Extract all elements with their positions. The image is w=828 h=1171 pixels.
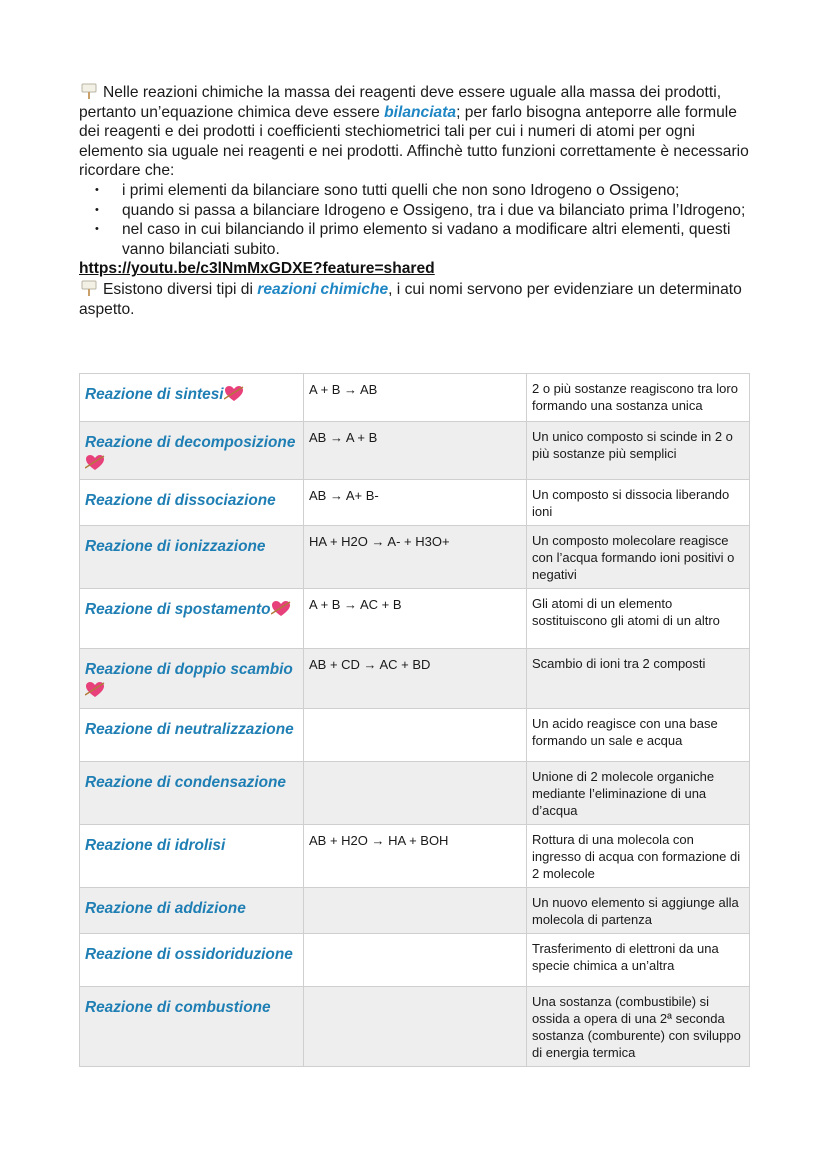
heart-arrow-icon bbox=[85, 454, 105, 471]
bullet: • bbox=[95, 223, 99, 236]
types-text-a: Esistono diversi tipi di bbox=[103, 281, 258, 299]
reaction-name: Reazione di decomposizione bbox=[85, 434, 296, 451]
pushpin-sign-icon bbox=[79, 82, 99, 100]
bullet: • bbox=[95, 203, 99, 216]
reaction-name-cell bbox=[80, 934, 304, 987]
reaction-name-cell bbox=[80, 709, 304, 762]
reaction-name: Reazione di neutralizzazione bbox=[85, 721, 294, 738]
intro-text-b: ; per farlo bisogna anteporre alle formule dei reagenti e dei prodotti i coefficienti stechiometrici tali per cui i numeri di atomi per ogni elemento sia uguale nei reagenti e nei prodotti. Affinchè tutto funzioni correttamente è necessario ricordare che: bbox=[79, 103, 749, 180]
list-item bbox=[79, 220, 751, 259]
reaction-name-cell bbox=[80, 526, 304, 589]
types-text-b: , i cui nomi servono per evidenziare un determinato aspetto. bbox=[79, 281, 742, 318]
table-row bbox=[80, 709, 750, 762]
table-row bbox=[80, 374, 750, 422]
notes-section bbox=[79, 82, 751, 320]
description-cell: Gli atomi di un elemento sostituiscono gli atomi di un altro bbox=[527, 589, 750, 649]
table-row bbox=[80, 934, 750, 987]
reaction-name-cell bbox=[80, 649, 304, 709]
rule-text: i primi elementi da bilanciare sono tutti quelli che non sono Idrogeno o Ossigeno; bbox=[122, 181, 680, 199]
formula-cell: AB + CD → AC + BD bbox=[304, 649, 527, 709]
reaction-name: Reazione di condensazione bbox=[85, 774, 286, 791]
reaction-name-cell bbox=[80, 825, 304, 888]
formula-cell bbox=[304, 709, 527, 762]
reaction-name: Reazione di dissociazione bbox=[85, 492, 276, 509]
reaction-name: Reazione di sintesi bbox=[85, 386, 224, 403]
reaction-name-cell bbox=[80, 589, 304, 649]
reaction-name-cell bbox=[80, 762, 304, 825]
reactions-table bbox=[79, 373, 750, 1067]
reaction-name: Reazione di ossidoriduzione bbox=[85, 946, 293, 963]
reazioni-chimiche-highlight: reazioni chimiche bbox=[257, 281, 389, 299]
table-row bbox=[80, 888, 750, 934]
description-cell: Un nuovo elemento si aggiunge alla molecola di partenza bbox=[527, 888, 750, 934]
reaction-name-cell bbox=[80, 480, 304, 526]
table-row bbox=[80, 589, 750, 649]
reaction-name-cell bbox=[80, 987, 304, 1067]
list-item bbox=[79, 201, 751, 221]
rule-text: nel caso in cui bilanciando il primo elemento si vadano a modificare altri elementi, questi vanno bilanciati subito. bbox=[122, 221, 731, 258]
description-cell: Una sostanza (combustibile) si ossida a opera di una 2ª seconda sostanza (comburente) con sviluppo di energia termica bbox=[527, 987, 750, 1067]
formula-cell bbox=[304, 987, 527, 1067]
heart-arrow-icon bbox=[85, 681, 105, 698]
table-row bbox=[80, 987, 750, 1067]
table-row bbox=[80, 480, 750, 526]
description-cell: Trasferimento di elettroni da una specie chimica a un’altra bbox=[527, 934, 750, 987]
formula-cell: A + B → AC + B bbox=[304, 589, 527, 649]
formula-cell: AB → A+ B- bbox=[304, 480, 527, 526]
description-cell: Unione di 2 molecole organiche mediante l’eliminazione di una d’acqua bbox=[527, 762, 750, 825]
description-cell: Un unico composto si scinde in 2 o più sostanze più semplici bbox=[527, 422, 750, 480]
reaction-name: Reazione di addizione bbox=[85, 900, 246, 917]
reaction-name-cell bbox=[80, 374, 304, 422]
table-row bbox=[80, 526, 750, 589]
pushpin-sign-icon bbox=[79, 279, 99, 297]
description-cell: Un acido reagisce con una base formando un sale e acqua bbox=[527, 709, 750, 762]
description-cell: Scambio di ioni tra 2 composti bbox=[527, 649, 750, 709]
reaction-name: Reazione di ionizzazione bbox=[85, 538, 266, 555]
reaction-name-cell bbox=[80, 422, 304, 480]
table-row bbox=[80, 649, 750, 709]
reaction-name: Reazione di spostamento bbox=[85, 601, 271, 618]
youtube-link[interactable]: https://youtu.be/c3lNmMxGDXE?feature=shared bbox=[79, 260, 435, 278]
list-item bbox=[79, 181, 751, 201]
description-cell: Rottura di una molecola con ingresso di acqua con formazione di 2 molecole bbox=[527, 825, 750, 888]
reaction-name: Reazione di doppio scambio bbox=[85, 661, 293, 678]
types-paragraph bbox=[79, 279, 751, 319]
reaction-name-cell bbox=[80, 888, 304, 934]
description-cell: Un composto molecolare reagisce con l’acqua formando ioni positivi o negativi bbox=[527, 526, 750, 589]
reaction-name: Reazione di idrolisi bbox=[85, 837, 226, 854]
formula-cell: AB → A + B bbox=[304, 422, 527, 480]
formula-cell: A + B → AB bbox=[304, 374, 527, 422]
table-row bbox=[80, 422, 750, 480]
formula-cell: AB + H2O → HA + BOH bbox=[304, 825, 527, 888]
reaction-name: Reazione di combustione bbox=[85, 999, 271, 1016]
intro-text-a: Nelle reazioni chimiche la massa dei reagenti deve essere uguale alla massa dei prodotti, pertanto un’equazione chimica deve essere bbox=[79, 84, 722, 121]
description-cell: Un composto si dissocia liberando ioni bbox=[527, 480, 750, 526]
table-row bbox=[80, 762, 750, 825]
description-cell: 2 o più sostanze reagiscono tra loro formando una sostanza unica bbox=[527, 374, 750, 422]
intro-paragraph bbox=[79, 82, 751, 181]
formula-cell bbox=[304, 762, 527, 825]
heart-arrow-icon bbox=[224, 385, 244, 402]
formula-cell bbox=[304, 934, 527, 987]
rule-text: quando si passa a bilanciare Idrogeno e Ossigeno, tra i due va bilanciato prima l’Idrogeno; bbox=[122, 201, 746, 219]
heart-arrow-icon bbox=[271, 600, 291, 617]
formula-cell: HA + H2O → A- + H3O+ bbox=[304, 526, 527, 589]
balancing-rules-list bbox=[79, 181, 751, 259]
table-row bbox=[80, 825, 750, 888]
bilanciata-highlight: bilanciata bbox=[384, 103, 457, 121]
formula-cell bbox=[304, 888, 527, 934]
bullet: • bbox=[95, 183, 99, 196]
